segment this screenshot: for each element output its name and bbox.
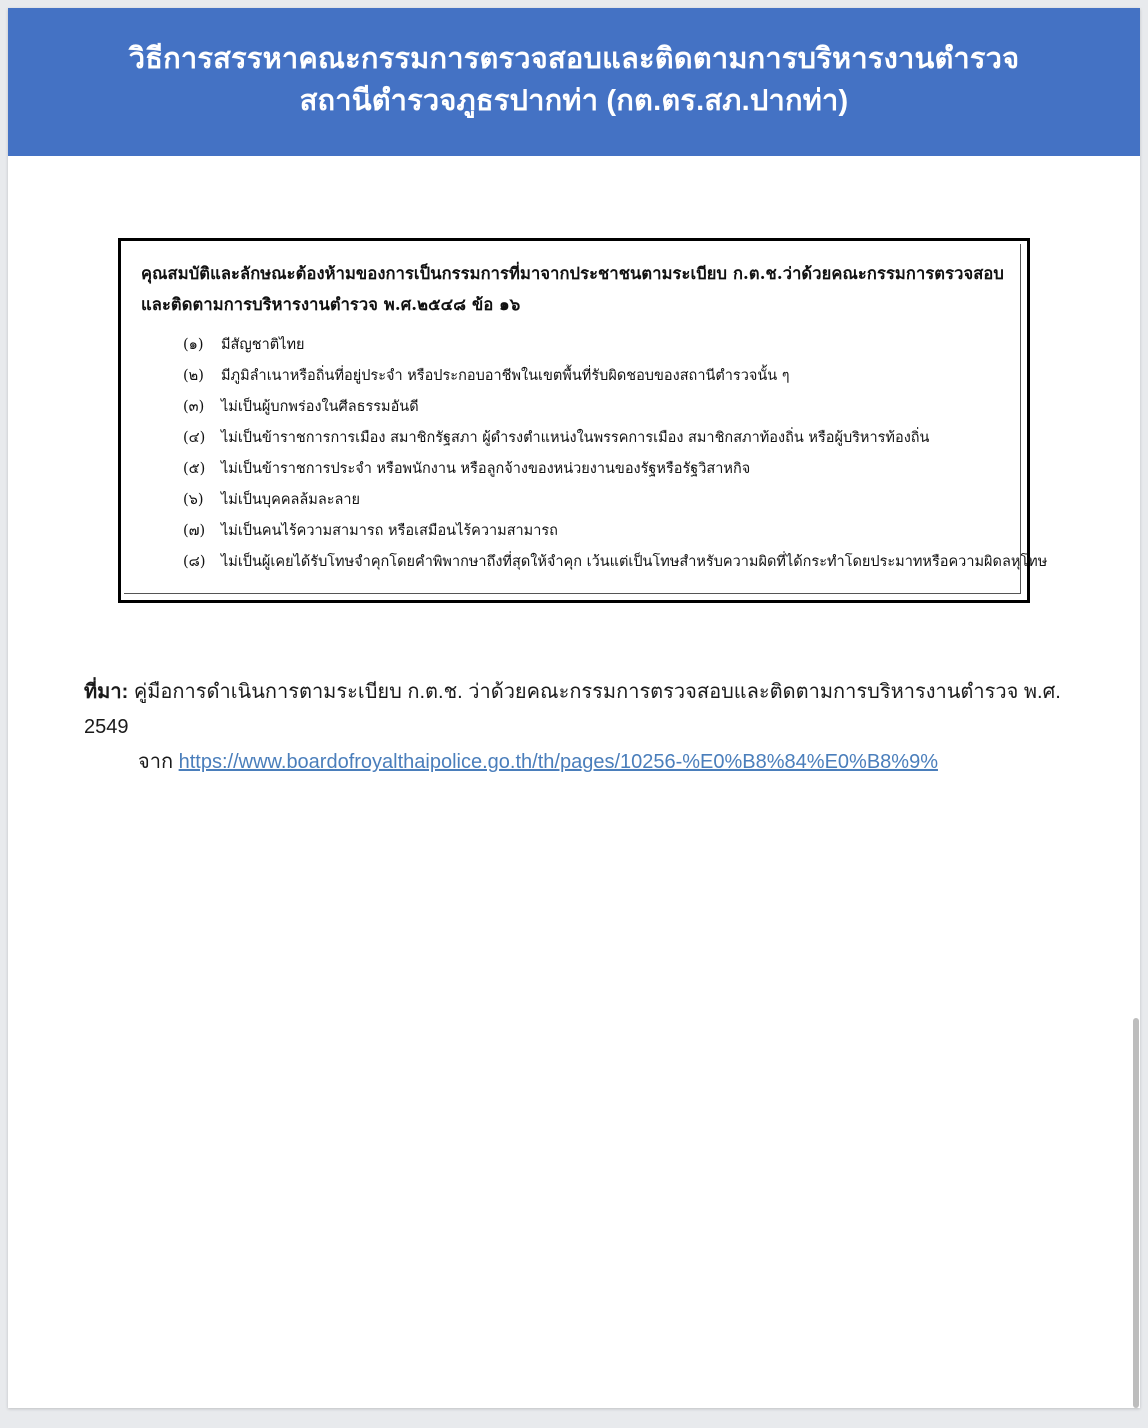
vertical-scrollbar[interactable]	[1132, 8, 1140, 1408]
list-item-text: ไม่เป็นบุคคลล้มละลาย	[221, 492, 361, 509]
page-header-banner	[8, 8, 1140, 156]
list-item-number: (๖)	[183, 492, 204, 509]
source-line-2	[84, 745, 1080, 780]
figure-heading-line-1: คุณสมบัติและลักษณะต้องห้ามของการเป็นกรรมการที่มาจากประชาชนตามระเบียบ ก.ต.ช.ว่าด้วยคณะกรรมการตรวจสอบ	[141, 264, 1004, 284]
list-item	[183, 423, 1011, 454]
figure-heading-line-2: และติดตามการบริหารงานตำรวจ พ.ศ.๒๕๔๘ ข้อ ๑๖	[141, 294, 521, 314]
list-item-number: (๘)	[183, 554, 206, 571]
list-item-number: (๒)	[183, 368, 204, 385]
source-from-label: จาก	[138, 751, 174, 774]
banner-title-line-1: วิธีการสรรหาคณะกรรมการตรวจสอบและติดตามการบริหารงานตำรวจ	[128, 43, 1020, 75]
source-text: คู่มือการดำเนินการตามระเบียบ ก.ต.ช. ว่าด้วยคณะกรรมการตรวจสอบและติดตามการบริหารงานตำรวจ พ.ศ. 2549	[84, 681, 1061, 739]
regulation-figure	[118, 238, 1048, 603]
source-label: ที่มา:	[84, 681, 129, 704]
list-item	[183, 454, 1011, 485]
qualification-list	[137, 330, 1048, 578]
list-item-text: ไม่เป็นคนไร้ความสามารถ หรือเสมือนไร้ความสามารถ	[221, 523, 558, 540]
list-item-text: ไม่เป็นข้าราชการการเมือง สมาชิกรัฐสภา ผู้ดำรงตำแหน่งในพรรคการเมือง สมาชิกสภาท้องถิ่น หรือผู้บริหารท้องถิ่น	[221, 430, 930, 447]
list-item	[183, 361, 1011, 392]
list-item	[183, 392, 1011, 423]
document-page	[8, 8, 1140, 1408]
list-item-number: (๔)	[183, 430, 206, 447]
figure-heading	[137, 259, 1011, 324]
list-item-text: ไม่เป็นผู้เคยได้รับโทษจำคุกโดยคำพิพากษาถึงที่สุดให้จำคุก เว้นแต่เป็นโทษสำหรับความผิดที่ได้กระทำโดยประมาทหรือความผิดลหุโทษ	[221, 554, 1048, 571]
list-item	[183, 330, 1011, 361]
list-item	[183, 516, 1011, 547]
source-link[interactable]: https://www.boardofroyalthaipolice.go.th/th/pages/10256-%E0%B8%84%E0%B8%9%	[178, 751, 938, 774]
list-item-number: (๕)	[183, 461, 206, 478]
list-item-text: มีภูมิลำเนาหรือถิ่นที่อยู่ประจำ หรือประกอบอาชีพในเขตพื้นที่รับผิดชอบของสถานีตำรวจนั้น ๆ	[221, 368, 790, 385]
list-item-number: (๗)	[183, 523, 206, 540]
banner-title-line-2: สถานีตำรวจภูธรปากท่า (กต.ตร.สภ.ปากท่า)	[299, 85, 849, 118]
list-item-text: ไม่เป็นผู้บกพร่องในศีลธรรมอันดี	[221, 399, 419, 416]
list-item-text: ไม่เป็นข้าราชการประจำ หรือพนักงาน หรือลูกจ้างของหน่วยงานของรัฐหรือรัฐวิสาหกิจ	[221, 461, 751, 478]
source-line-1	[84, 675, 1080, 745]
list-item-number: (๑)	[183, 337, 204, 354]
list-item	[183, 485, 1011, 516]
list-item	[183, 547, 1048, 578]
scrollbar-thumb[interactable]	[1133, 1018, 1139, 1408]
list-item-number: (๓)	[183, 399, 205, 416]
source-block	[68, 675, 1080, 780]
document-body	[8, 238, 1140, 780]
list-item-text: มีสัญชาติไทย	[221, 337, 305, 354]
